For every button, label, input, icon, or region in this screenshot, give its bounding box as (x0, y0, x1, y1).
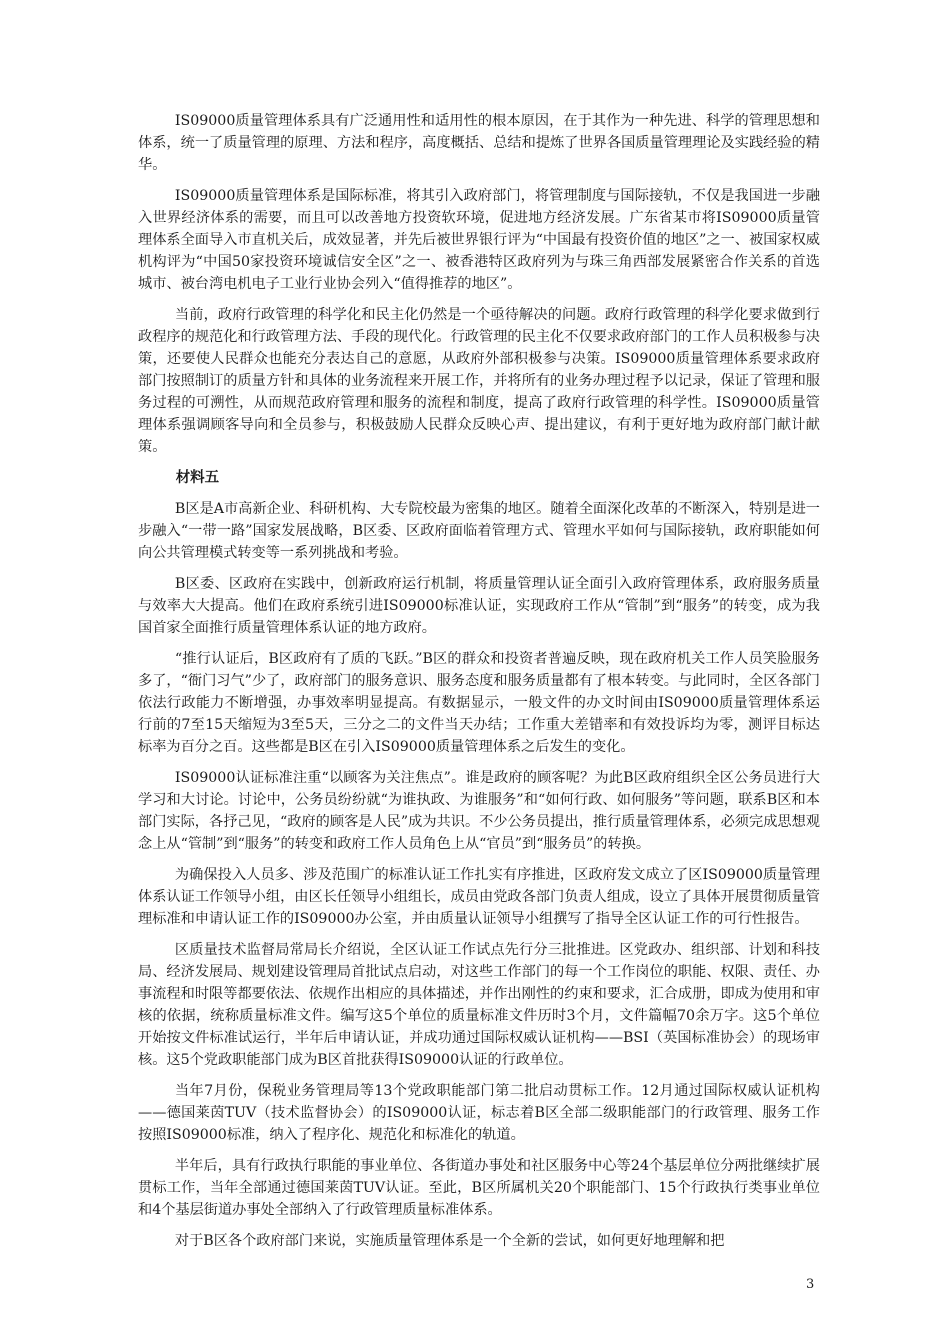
section-paragraph-8: 半年后，具有行政执行职能的事业单位、各街道办事处和社区服务中心等24个基层单位分两批继续扩展贯标工作，当年全部通过德国莱茵TUV认证。至此，B区所属机关20个职能部门、15个行政执行类事业单位和4个基层街道办事处全部纳入了行政管理质量标准体系。 (138, 1158, 820, 1218)
section-paragraph-1: B区是A市高新企业、科研机构、大专院校最为密集的地区。随着全面深化改革的不断深入，特别是进一步融入“一带一路”国家发展战略，B区委、区政府面临着管理方式、管理水平如何与国际接轨，政府职能如何向公共管理模式转变等一系列挑战和考验。 (138, 501, 820, 561)
section-paragraph-9: 对于B区各个政府部门来说，实施质量管理体系是一个全新的尝试，如何更好地理解和把 (174, 1233, 725, 1249)
section-paragraph-2: B区委、区政府在实践中，创新政府运行机制，将质量管理认证全面引入政府管理体系，政府服务质量与效率大大提高。他们在政府系统引进IS09000标准认证，实现政府工作从“管制”到“服务”的转变，成为我国首家全面推行质量管理体系认证的地方政府。 (138, 576, 820, 636)
intro-paragraph-3: 当前，政府行政管理的科学化和民主化仍然是一个亟待解决的问题。政府行政管理的科学化要求做到行政程序的规范化和行政管理方法、手段的现代化。行政管理的民主化不仅要求政府部门的工作人员积极参与决策，还要使人民群众也能充分表达自己的意愿，从政府外部积极参与决策。IS09000质量管理体系要求政府部门按照制订的质量方针和具体的业务流程来开展工作，并将所有的业务办理过程予以记录，保证了管理和服务过程的可溯性，从而规范政府管理和服务的流程和制度，提高了政府行政管理的科学性。IS09000质量管理体系强调顾客导向和全员参与，积极鼓励人民群众反映心声、提出建议，有利于更好地为政府部门献计献策。 (138, 307, 820, 455)
page-body (138, 110, 820, 1261)
intro-paragraph-2: IS09000质量管理体系是国际标准，将其引入政府部门，将管理制度与国际接轨，不仅是我国进一步融入世界经济体系的需要，而且可以改善地方投资软环境，促进地方经济发展。广东省某市将IS09000质量管理体系全面导入市直机关后，成效显著，并先后被世界银行评为“中国最有投资价值的地区”之一、被国家权威机构评为“中国50家投资环境诚信安全区”之一、被香港特区政府列为与珠三角西部发展紧密合作关系的首选城市、被台湾电机电子工业行业协会列入“值得推荐的地区”。 (138, 188, 820, 292)
intro-paragraph-1: IS09000质量管理体系具有广泛通用性和适用性的根本原因，在于其作为一种先进、科学的管理思想和体系，统一了质量管理的原理、方法和程序，高度概括、总结和提炼了世界各国质量管理理论及实践经验的精华。 (138, 113, 820, 173)
page-number: 3 (806, 1277, 815, 1292)
section-paragraph-4: IS09000认证标准注重“以顾客为关注焦点”。谁是政府的顾客呢？为此B区政府组织全区公务员进行大学习和大讨论。讨论中，公务员纷纷就“为谁执政、为谁服务”和“如何行政、如何服务”等问题，联系B区和本部门实际，各抒己见，“政府的顾客是人民”成为共识。不少公务员提出，推行质量管理体系，必须完成思想观念上从“管制”到“服务”的转变和政府工作人员角色上从“官员”到“服务员”的转换。 (138, 770, 820, 852)
section-title: 材料五 (175, 470, 220, 486)
section-paragraph-5: 为确保投入人员多、涉及范围广的标准认证工作扎实有序推进，区政府发文成立了区IS09000质量管理体系认证工作领导小组，由区长任领导小组组长，成员由党政各部门负责人组成，设立了具体开展贯彻质量管理标准和申请认证工作的IS09000办公室，并由质量认证领导小组撰写了指导全区认证工作的可行性报告。 (138, 867, 820, 927)
section-paragraph-7: 当年7月份，保税业务管理局等13个党政职能部门第二批启动贯标工作。12月通过国际权威认证机构——德国莱茵TUV（技术监督协会）的IS09000认证，标志着B区全部二级职能部门的行政管理、服务工作按照IS09000标准，纳入了程序化、规范化和标准化的轨道。 (138, 1083, 820, 1143)
section-paragraph-3: “推行认证后，B区政府有了质的飞跃。”B区的群众和投资者普遍反映，现在政府机关工作人员笑脸服务多了，“衙门习气”少了，政府部门的服务意识、服务态度和服务质量都有了根本转变。与此同时，全区各部门依法行政能力不断增强，办事效率明显提高。有数据显示，一般文件的办文时间由IS09000质量管理体系运行前的7至15天缩短为3至5天，三分之二的文件当天办结；工作重大差错率和有效投诉均为零，测评目标达标率为百分之百。这些都是B区在引入IS09000质量管理体系之后发生的变化。 (138, 651, 820, 755)
section-paragraph-6: 区质量技术监督局常局长介绍说，全区认证工作试点先行分三批推进。区党政办、组织部、计划和科技局、经济发展局、规划建设管理局首批试点启动，对这些工作部门的每一个工作岗位的职能、权限、责任、办事流程和时限等都要依法、依规作出相应的具体描述，并作出刚性的约束和要求，汇合成册，即成为使用和审核的依据，统称质量标准文件。编写这5个单位的质量标准文件历时3个月，文件篇幅70余万字。这5个单位开始按文件标准试运行，半年后申请认证，并成功通过国际权威认证机构——BSI（英国标准协会）的现场审核。这5个党政职能部门成为B区首批获得IS09000认证的行政单位。 (138, 942, 820, 1068)
